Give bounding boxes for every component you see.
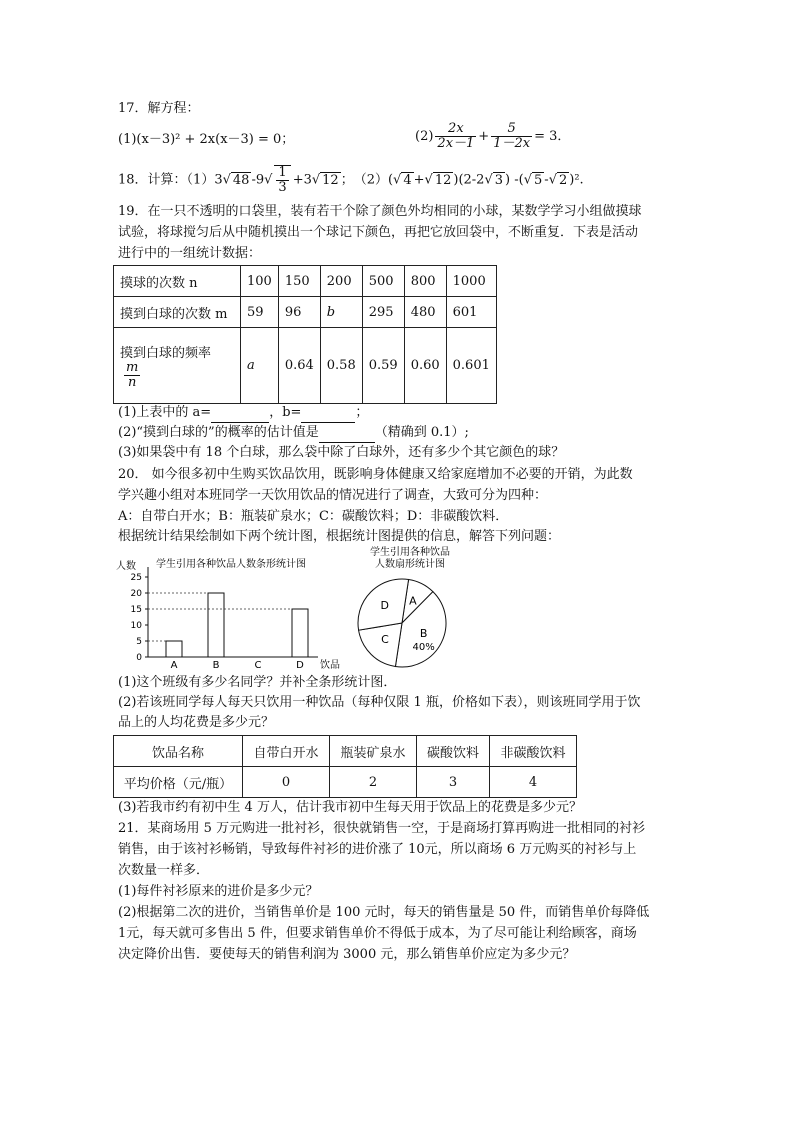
bar-chart-xtick-label: B [212, 660, 220, 671]
bar-chart-xtick-label: C [254, 660, 262, 671]
q21-text2: 销售，由于该衬衫畅销，导致每件衬衫的进价涨了 10元，所以商场 6 万元购买的衬衫与上 [118, 842, 637, 857]
q20-text3: A：自带白开水；B：瓶装矿泉水；C：碳酸饮料；D：非碳酸饮料． [118, 509, 509, 524]
q20-text1: 20． 如今很多初中生购买饮品饮用，既影响身体健康又给家庭增加不必要的开销，为此数 [118, 467, 633, 482]
q17-frac2-den: 1－2x [493, 136, 531, 151]
q20-sub2b: 品上的人均花费是多少元？ [118, 715, 275, 730]
q19-table [113, 265, 497, 404]
q19-sub3: (3)如果袋中有 18 个白球，那么袋中除了白球外，还有多少个其它颜色的球？ [118, 445, 565, 460]
pie-label-B: B [419, 626, 428, 640]
bar-chart-title: 学生引用各种饮品人数条形统计图 [156, 559, 306, 570]
q20-sub1: (1)这个班级有多少名同学？并补全条形统计图． [118, 675, 397, 690]
bar-chart-ytick-label: 20 [130, 589, 142, 599]
bar-A [166, 641, 182, 657]
bar-D [292, 609, 308, 657]
q21-sub1: (1)每件衬衫原来的进价是多少元？ [118, 884, 319, 899]
q19-text3: 进行中的一组统计数据： [118, 246, 262, 261]
answer-blank-b [301, 404, 355, 423]
table-row: 摸到白球的次数 m 59 96 b 295 480 601 [114, 297, 497, 328]
q17-part1: (1)(x－3)² + 2x(x－3) = 0； [118, 132, 295, 147]
pie-label-C: C [381, 633, 389, 647]
q17-part2: (2) $\frac{2x}{2x-1}$ + $\frac{5}{1-2x}$ = 3． [415, 121, 571, 151]
q20-sub3: (3)若我市约有初中生 4 万人，估计我市初中生每天用于饮品上的花费是多少元？ [118, 800, 582, 815]
pie-chart-title-line2: 人数扇形统计图 [375, 559, 445, 570]
answer-blank-a [211, 404, 269, 423]
bar-chart-xlabel: 饮品 [320, 660, 340, 671]
answer-blank-estimate [319, 424, 375, 443]
q19-sub2: (2)“摸到白球的”的概率的估计值是 （精确到 0.1）; [118, 424, 469, 443]
bar-chart-ytick-label: 5 [136, 637, 142, 647]
q20-text4: 根据统计结果绘制如下两个统计图，根据统计图提供的信息，解答下列问题： [118, 529, 561, 544]
pie-chart-title-line1: 学生引用各种饮品 [370, 547, 450, 558]
bar-chart-ytick-label: 25 [130, 573, 142, 583]
bar-chart-ylabel: 人数 [116, 561, 136, 572]
q20-sub2a: (2)若该班同学每人每天只饮用一种饮品（每种仅限 1 瓶，价格如下表），则该班同学用于饮 [118, 695, 641, 710]
q17-frac2-num: 5 [491, 122, 532, 137]
q21-sub2c: 决定降价出售．要使每天的销售利润为 3000 元，那么销售单价应定为多少元？ [118, 947, 576, 962]
bar-chart [112, 552, 342, 677]
pie-label-D: D [380, 599, 390, 613]
bar-B [208, 593, 224, 657]
q21-text3: 次数量一样多． [118, 863, 210, 878]
pie-chart [350, 545, 470, 675]
q17-frac1-num: 2x [435, 122, 476, 137]
bar-chart-xtick-label: A [170, 660, 178, 671]
q21-text1: 21．某商场用 5 万元购进一批衬衫，很快就销售一空，于是商场打算再购进一批相同的衬衫 [118, 821, 646, 836]
q21-sub2a: (2)根据第二次的进价，当销售单价是 100 元时，每天的销售量是 50 件，而销售单价每降低 [118, 905, 650, 920]
q17-frac1-den: 2x－1 [437, 136, 475, 151]
q20-text2: 学兴趣小组对本班同学一天饮用饮品的情况进行了调查，大致可分为四种： [118, 488, 548, 503]
bar-chart-ytick-label: 10 [130, 621, 142, 631]
q19-text1: 19．在一只不透明的口袋里，装有若干个除了颜色外均相同的小球，某数学学习小组做摸球 [118, 204, 642, 219]
q20-price-table [113, 735, 577, 798]
table-row: 摸球的次数 n 100 150 200 500 800 1000 [114, 266, 497, 297]
q18-line: 18．计算：（1）3√ 48 -9√ $\frac{1}{3}$ +3√ 12 ； （2）(√ 4 +√ 12 )(2-2√ 3 ) -(√ 5 -√ 2 )². [118, 165, 584, 195]
bar-chart-ytick-label: 15 [130, 605, 142, 615]
q19-sub1: (1)上表中的 a= ，b= ； [118, 404, 368, 423]
bar-chart-xtick-label: D [296, 660, 304, 671]
table-row: 摸到白球的频率 $\frac{m}{n}$ a 0.64 0.58 0.59 0.60 0.601 [114, 328, 497, 404]
pie-percent-B: 40% [412, 641, 435, 653]
q17-title: 17．解方程： [118, 101, 200, 116]
table-row: 饮品名称 自带白开水 瓶装矿泉水 碳酸饮料 非碳酸饮料 [114, 736, 577, 767]
q21-sub2b: 1元，每天就可多售出 5 件，但要求销售单价不得低于成本，为了尽可能让利给顾客，商场 [118, 926, 637, 941]
q19-text2: 试验，将球搅匀后从中随机摸出一个球记下颜色，再把它放回袋中，不断重复．下表是活动 [118, 225, 639, 240]
bar-chart-ytick-label: 0 [136, 653, 142, 663]
pie-label-A: A [409, 594, 417, 608]
table-row: 平均价格（元/瓶） 0 2 3 4 [114, 767, 577, 798]
